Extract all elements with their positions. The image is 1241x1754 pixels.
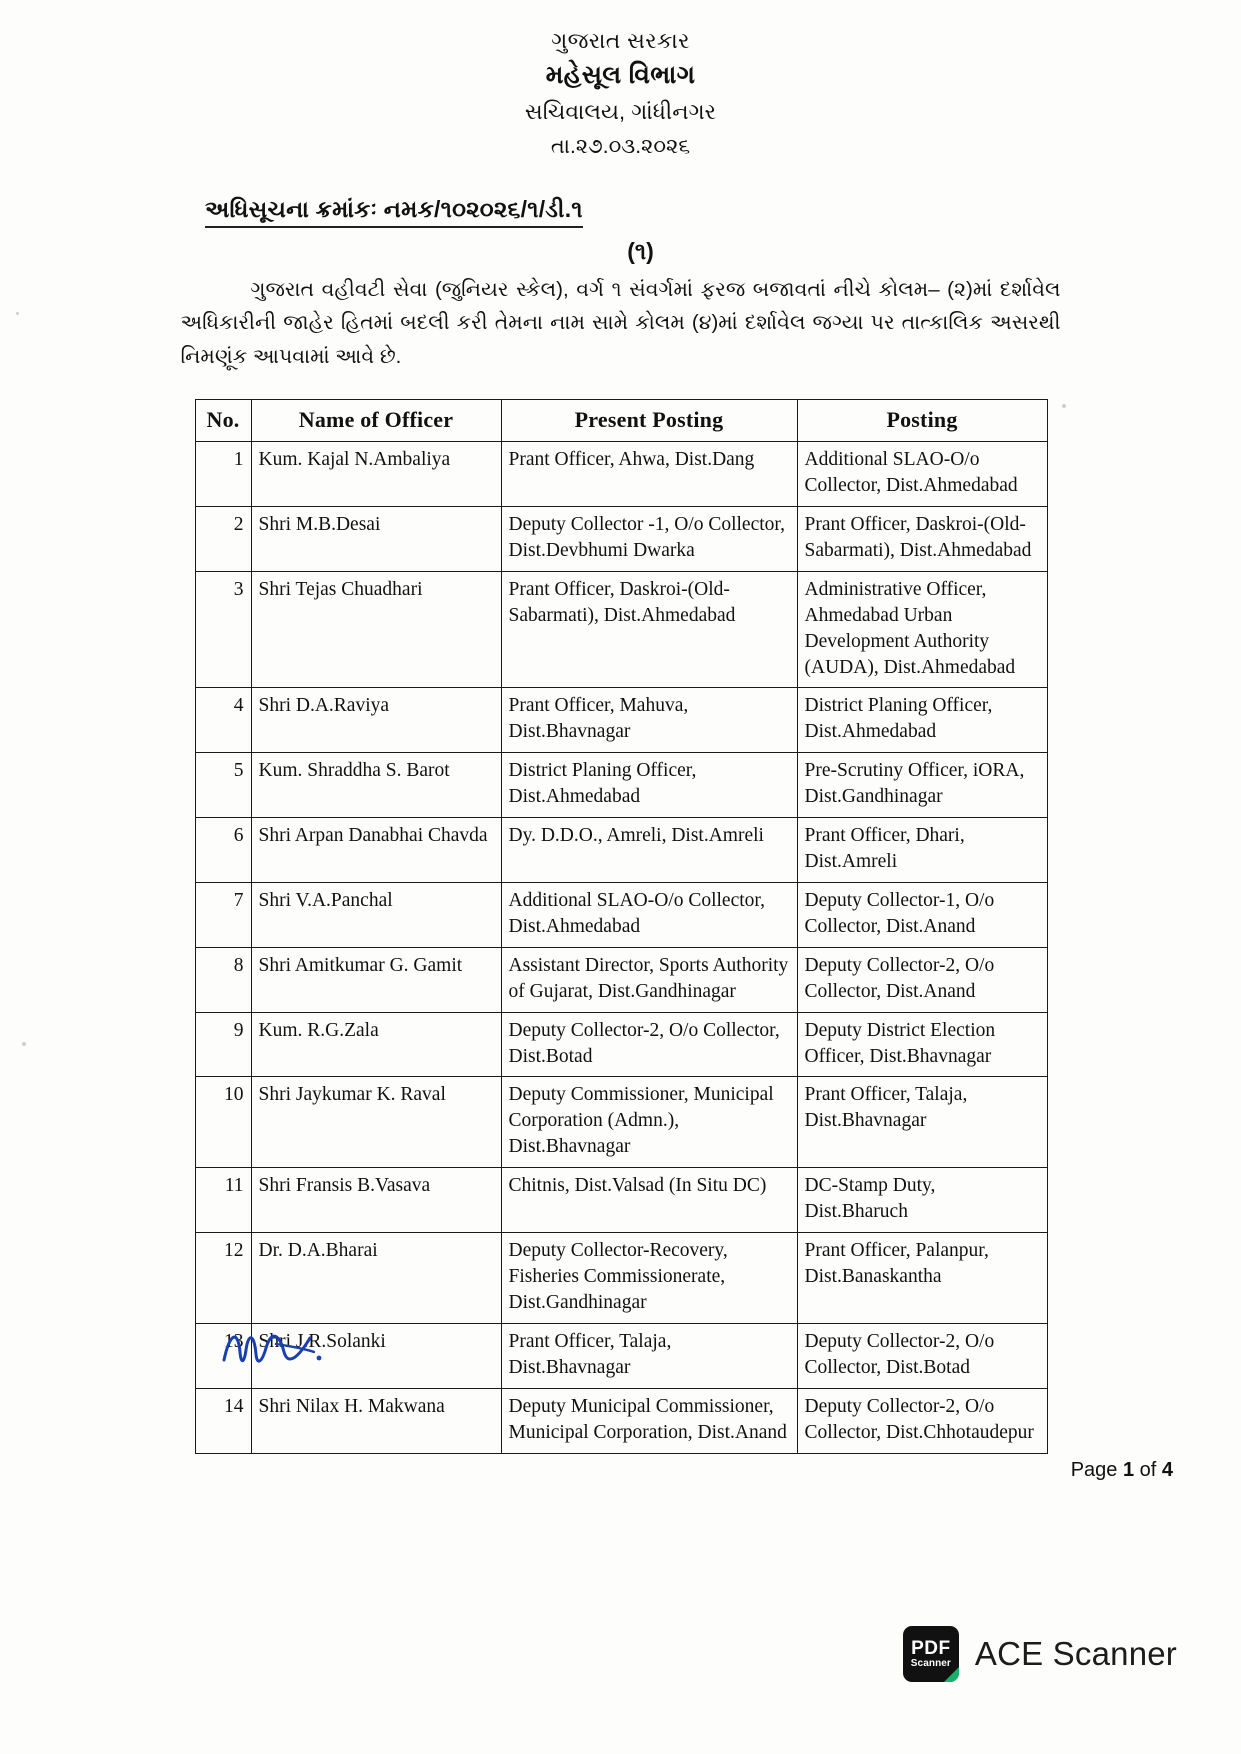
cell-no: 11 xyxy=(195,1168,251,1233)
signature-mark xyxy=(218,1322,338,1374)
table-row xyxy=(195,442,1047,507)
cell-posting: Deputy Collector-2, O/o Collector, Dist.Botad xyxy=(797,1323,1047,1388)
table-row xyxy=(195,571,1047,688)
table-row xyxy=(195,753,1047,818)
pdf-scanner-badge-icon xyxy=(903,1626,959,1682)
table-row xyxy=(195,1168,1047,1233)
cell-present: Deputy Collector-2, O/o Collector, Dist.Botad xyxy=(501,1012,797,1077)
table-row xyxy=(195,1233,1047,1324)
cell-name: Shri Jaykumar K. Raval xyxy=(251,1077,501,1168)
cell-posting: DC-Stamp Duty, Dist.Bharuch xyxy=(797,1168,1047,1233)
cell-name: Shri V.A.Panchal xyxy=(251,882,501,947)
column-header-present: Present Posting xyxy=(501,399,797,441)
page-number xyxy=(1071,1459,1173,1482)
table-row xyxy=(195,1388,1047,1453)
cell-name: Dr. D.A.Bharai xyxy=(251,1233,501,1324)
cell-present: Additional SLAO-O/o Collector, Dist.Ahmedabad xyxy=(501,882,797,947)
cell-no: 7 xyxy=(195,882,251,947)
cell-name: Shri Nilax H. Makwana xyxy=(251,1388,501,1453)
table-row xyxy=(195,818,1047,883)
cell-posting: District Planing Officer, Dist.Ahmedabad xyxy=(797,688,1047,753)
badge-corner-accent xyxy=(944,1667,959,1682)
cell-present: Deputy Collector -1, O/o Collector, Dist.Devbhumi Dwarka xyxy=(501,506,797,571)
table-row xyxy=(195,506,1047,571)
cell-name: Kum. Kajal N.Ambaliya xyxy=(251,442,501,507)
cell-no: 10 xyxy=(195,1077,251,1168)
cell-present: Deputy Collector-Recovery, Fisheries Commissionerate, Dist.Gandhinagar xyxy=(501,1233,797,1324)
page-number-total: 4 xyxy=(1161,1459,1173,1481)
cell-posting: Deputy Collector-2, O/o Collector, Dist.Chhotaudepur xyxy=(797,1388,1047,1453)
cell-posting: Pre-Scrutiny Officer, iORA, Dist.Gandhinagar xyxy=(797,753,1047,818)
scan-speckle xyxy=(22,1042,26,1046)
pdf-badge-top-label: PDF xyxy=(911,1637,951,1659)
cell-no: 12 xyxy=(195,1233,251,1324)
cell-present: Assistant Director, Sports Authority of Gujarat, Dist.Gandhinagar xyxy=(501,947,797,1012)
table-header xyxy=(195,399,1047,441)
cell-present: District Planing Officer, Dist.Ahmedabad xyxy=(501,753,797,818)
cell-no: 2 xyxy=(195,506,251,571)
table-row xyxy=(195,1077,1047,1168)
pdf-badge-bottom-label: Scanner xyxy=(910,1658,951,1670)
cell-present: Prant Officer, Ahwa, Dist.Dang xyxy=(501,442,797,507)
cell-posting: Administrative Officer, Ahmedabad Urban Development Authority (AUDA), Dist.Ahmedabad xyxy=(797,571,1047,688)
table-row xyxy=(195,947,1047,1012)
officers-table-container xyxy=(195,399,1047,1454)
column-header-posting: Posting xyxy=(797,399,1047,441)
notification-body-text: ગુજરાત વહીવટી સેવા (જુનિયર સ્કેલ), વર્ગ ૧ સંવર્ગમાં ફરજ બજાવતાં નીચે કોલમ– (૨)માં દર્શાવેલ અધિકારીની જાહેર હિતમાં બદલી કરી તેમના નામ સામે કોલમ (૪)માં દર્શાવેલ જગ્યા પર તાત્કાલિક અસરથી નિમણૂંક આપવામાં આવે છે. xyxy=(180,278,1061,368)
scan-speckle xyxy=(1062,404,1066,408)
cell-no: 3 xyxy=(195,571,251,688)
cell-present: Chitnis, Dist.Valsad (In Situ DC) xyxy=(501,1168,797,1233)
cell-present: Deputy Municipal Commissioner, Municipal Corporation, Dist.Anand xyxy=(501,1388,797,1453)
page-number-current: 1 xyxy=(1122,1459,1135,1481)
cell-posting: Deputy Collector-1, O/o Collector, Dist.Anand xyxy=(797,882,1047,947)
cell-posting: Deputy District Election Officer, Dist.Bhavnagar xyxy=(797,1012,1047,1077)
table-header-row xyxy=(195,399,1047,441)
cell-name: Shri Arpan Danabhai Chavda xyxy=(251,818,501,883)
notification-number-row xyxy=(0,196,1241,228)
cell-no: 4 xyxy=(195,688,251,753)
column-header-no: No. xyxy=(195,399,251,441)
cell-no: 5 xyxy=(195,753,251,818)
cell-no: 6 xyxy=(195,818,251,883)
table-row xyxy=(195,882,1047,947)
cell-name: Shri Tejas Chuadhari xyxy=(251,571,501,688)
government-name: ગુજરાત સરકાર xyxy=(551,28,690,53)
scanner-watermark xyxy=(903,1626,1177,1682)
cell-name: Shri J.R.Solanki xyxy=(251,1323,501,1388)
page-number-of: of xyxy=(1134,1459,1162,1481)
cell-name: Kum. Shraddha S. Barot xyxy=(251,753,501,818)
table-body xyxy=(195,442,1047,1454)
table-row xyxy=(195,688,1047,753)
cell-present: Prant Officer, Mahuva, Dist.Bhavnagar xyxy=(501,688,797,753)
cell-no: 9 xyxy=(195,1012,251,1077)
cell-present: Prant Officer, Talaja, Dist.Bhavnagar xyxy=(501,1323,797,1388)
scanner-app-name: ACE Scanner xyxy=(974,1635,1177,1672)
scan-speckle xyxy=(16,312,19,315)
cell-name: Shri Amitkumar G. Gamit xyxy=(251,947,501,1012)
office-address: સચિવાલય, ગાંધીનગર xyxy=(524,98,717,124)
cell-posting: Prant Officer, Dhari, Dist.Amreli xyxy=(797,818,1047,883)
cell-present: Prant Officer, Daskroi-(Old-Sabarmati), Dist.Ahmedabad xyxy=(501,571,797,688)
column-header-name: Name of Officer xyxy=(251,399,501,441)
page-number-prefix: Page xyxy=(1070,1459,1123,1481)
cell-present: Dy. D.D.O., Amreli, Dist.Amreli xyxy=(501,818,797,883)
cell-posting: Deputy Collector-2, O/o Collector, Dist.Anand xyxy=(797,947,1047,1012)
cell-posting: Prant Officer, Palanpur, Dist.Banaskantha xyxy=(797,1233,1047,1324)
cell-name: Kum. R.G.Zala xyxy=(251,1012,501,1077)
department-name: મહેસૂલ વિભાગ xyxy=(545,61,696,90)
cell-name: Shri D.A.Raviya xyxy=(251,688,501,753)
officers-table xyxy=(195,399,1048,1454)
cell-posting: Prant Officer, Daskroi-(Old-Sabarmati), Dist.Ahmedabad xyxy=(797,506,1047,571)
cell-name: Shri Fransis B.Vasava xyxy=(251,1168,501,1233)
cell-no: 8 xyxy=(195,947,251,1012)
cell-no: 13 xyxy=(195,1323,251,1388)
notification-number: અધિસૂચના ક્રમાંકઃ નમક/૧૦૨૦૨૬/૧/ડી.૧ xyxy=(205,196,583,228)
document-date: તા.૨૭.૦૩.૨૦૨૬ xyxy=(550,135,691,159)
clause-number: (૧) xyxy=(627,238,654,265)
table-row xyxy=(195,1012,1047,1077)
cell-posting: Additional SLAO-O/o Collector, Dist.Ahmedabad xyxy=(797,442,1047,507)
cell-present: Deputy Commissioner, Municipal Corporation (Admn.), Dist.Bhavnagar xyxy=(501,1077,797,1168)
cell-no: 14 xyxy=(195,1388,251,1453)
document-header xyxy=(0,0,1241,162)
cell-posting: Prant Officer, Talaja, Dist.Bhavnagar xyxy=(797,1077,1047,1168)
cell-name: Shri M.B.Desai xyxy=(251,506,501,571)
cell-no: 1 xyxy=(195,442,251,507)
